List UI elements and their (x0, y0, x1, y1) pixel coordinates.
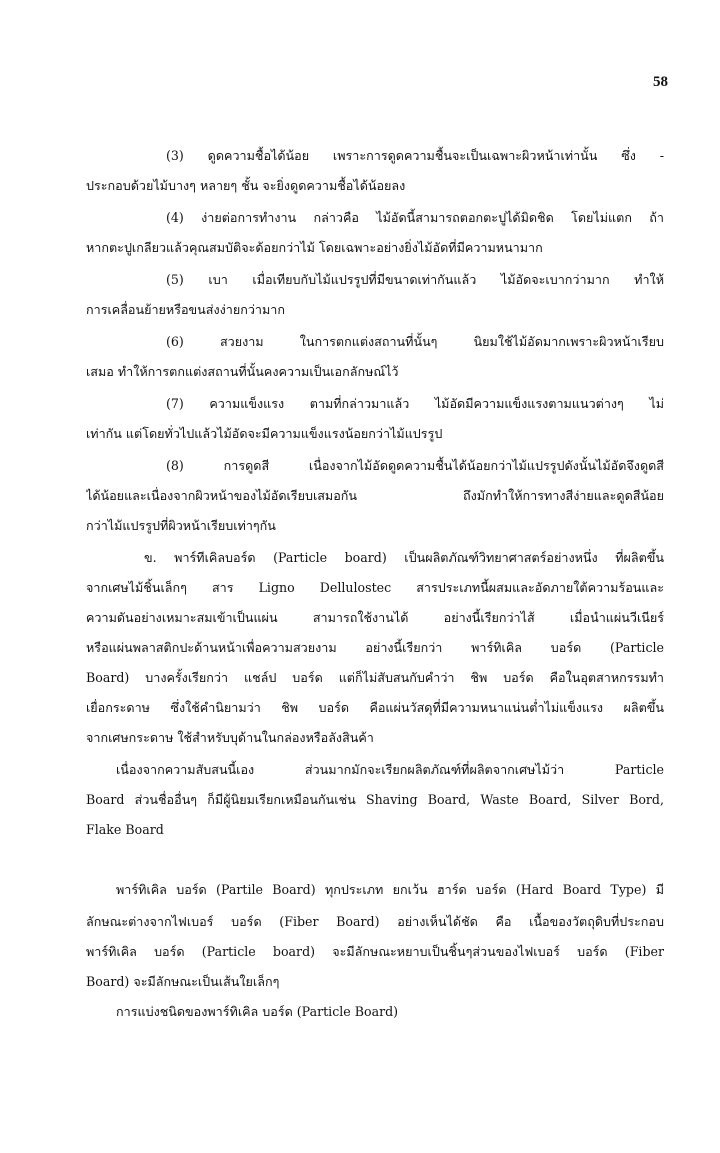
confusion-para-line-2: Board ส่วนชื่ออื่นๆ ก็มีผู้นิยมเรียกเหมือนกันเช่น Shaving Board, Waste Board, Silver Bord, (86, 792, 664, 807)
item-6-line-2: เสมอ ทำให้การตกแต่งสถานที่นั้นคงความเป็นเอกลักษณ์ไว้ (86, 364, 399, 379)
particle-board-para-line-4: หรือแผ่นพลาสติกปะด้านหน้าเพื่อความสวยงาม อย่างนี้เรียกว่า พาร์ทิเคิล บอร์ด (Particle (86, 640, 664, 655)
item-5-line-1: (5) เบา เมื่อเทียบกับไม้แปรรูปที่มีขนาดเท่ากันแล้ว ไม้อัดจะเบากว่ามาก ทำให้ (166, 272, 664, 287)
difference-para-line-4: Board) จะมีลักษณะเป็นเส้นใยเล็กๆ (86, 974, 280, 989)
difference-para-line-2: ลักษณะต่างจากไฟเบอร์ บอร์ด (Fiber Board) อย่างเห็นได้ชัด คือ เนื้อของวัตถุดิบที่ประกอบ (86, 914, 664, 929)
particle-board-para-line-3: ความดันอย่างเหมาะสมเข้าเป็นแผ่น สามารถใช้งานได้ อย่างนี้เรียกว่าไส้ เมื่อนำแผ่นวีเนียร์ (86, 610, 664, 625)
page-number: 58 (653, 74, 668, 90)
item-3-line-2: ประกอบด้วยไม้บางๆ หลายๆ ชั้น จะยิ่งดูดความชื้อได้น้อยลง (86, 178, 406, 193)
item-7-line-1: (7) ความแข็งแรง ตามที่กล่าวมาแล้ว ไม้อัดมีความแข็งแรงตามแนวต่างๆ ไม่ (166, 396, 664, 411)
particle-board-para-line-2: จากเศษไม้ชิ้นเล็กๆ สาร Ligno Dellulostec สารประเภทนี้ผสมและอัดภายใต้ความร้อนและ (86, 580, 664, 595)
particle-board-para-line-5: Board) บางครั้งเรียกว่า แชล์ป บอร์ด แต่ก็ไม่สับสนกับคำว่า ชิพ บอร์ด คือในอุตสาหกรรมทำ (86, 670, 664, 685)
item-4-line-2: หากตะปูเกลียวแล้วคุณสมบัติจะด้อยกว่าไม้ โดยเฉพาะอย่างยิ่งไม้อัดที่มีความหนามาก (86, 240, 543, 255)
item-3-line-1: (3) ดูดความชื้อได้น้อย เพราะการดูดความชื้นจะเป็นเฉพาะผิวหน้าเท่านั้น ซึ่ง - (166, 148, 664, 163)
item-6-line-1: (6) สวยงาม ในการตกแต่งสถานที่นั้นๆ นิยมใช้ไม้อัดมากเพราะผิวหน้าเรียบ (166, 334, 664, 349)
particle-board-para-line-7: จากเศษกระดาษ ใช้สำหรับบุด้านในกล่องหรือลังสินค้า (86, 730, 374, 745)
item-7-line-2: เท่ากัน แต่โดยทั่วไปแล้วไม้อัดจะมีความแข็งแรงน้อยกว่าไม้แปรรูป (86, 426, 443, 441)
particle-board-para-line-1: ข. พาร์ทีเคิลบอร์ด (Particle board) เป็นผลิตภัณฑ์วิทยาศาสตร์อย่างหนึ่ง ที่ผลิตขึ้น (144, 550, 664, 565)
item-8-line-3: กว่าไม้แปรรูปที่ผิวหน้าเรียบเท่าๆกัน (86, 518, 276, 533)
confusion-para-line-3: Flake Board (86, 822, 164, 837)
item-8-line-2: ได้น้อยและเนื่องจากผิวหน้าของไม้อัดเรียบเสมอกัน ถึงมักทำให้การทางสีง่ายและดูดสีน้อย (86, 488, 664, 503)
item-4-line-1: (4) ง่ายต่อการทำงาน กล่าวคือ ไม้อัดนี้สามารถตอกตะปูได้มิดชิด โดยไม่แตก ถ้า (166, 210, 664, 225)
item-5-line-2: การเคลื่อนย้ายหรือขนส่งง่ายกว่ามาก (86, 302, 285, 317)
difference-para-line-1: พาร์ทิเคิล บอร์ด (Partile Board) ทุกประเภท ยกเว้น ฮาร์ด บอร์ด (Hard Board Type) มี (116, 882, 664, 897)
section-heading: การแบ่งชนิดของพาร์ทิเคิล บอร์ด (Particle Board) (116, 1004, 399, 1019)
item-8-line-1: (8) การดูดสี เนื่องจากไม้อัดดูดความชื้นได้น้อยกว่าไม้แปรรูปดังนั้นไม้อัดจึงดูดสี (166, 458, 664, 473)
particle-board-para-line-6: เยื่อกระดาษ ซึ่งใช้คำนิยามว่า ชิพ บอร์ด คือแผ่นวัสดุที่มีความหนาแน่นต่ำไม่แข็งแรง ผลิตขึ้น (86, 700, 664, 715)
difference-para-line-3: พาร์ทิเคิล บอร์ด (Particle board) จะมีลักษณะหยาบเป็นชิ้นๆส่วนของไฟเบอร์ บอร์ด (Fiber (86, 944, 664, 959)
confusion-para-line-1: เนื่องจากความสับสนนี้เอง ส่วนมากมักจะเรียกผลิตภัณฑ์ที่ผลิตจากเศษไม้ว่า Particle (116, 762, 664, 777)
